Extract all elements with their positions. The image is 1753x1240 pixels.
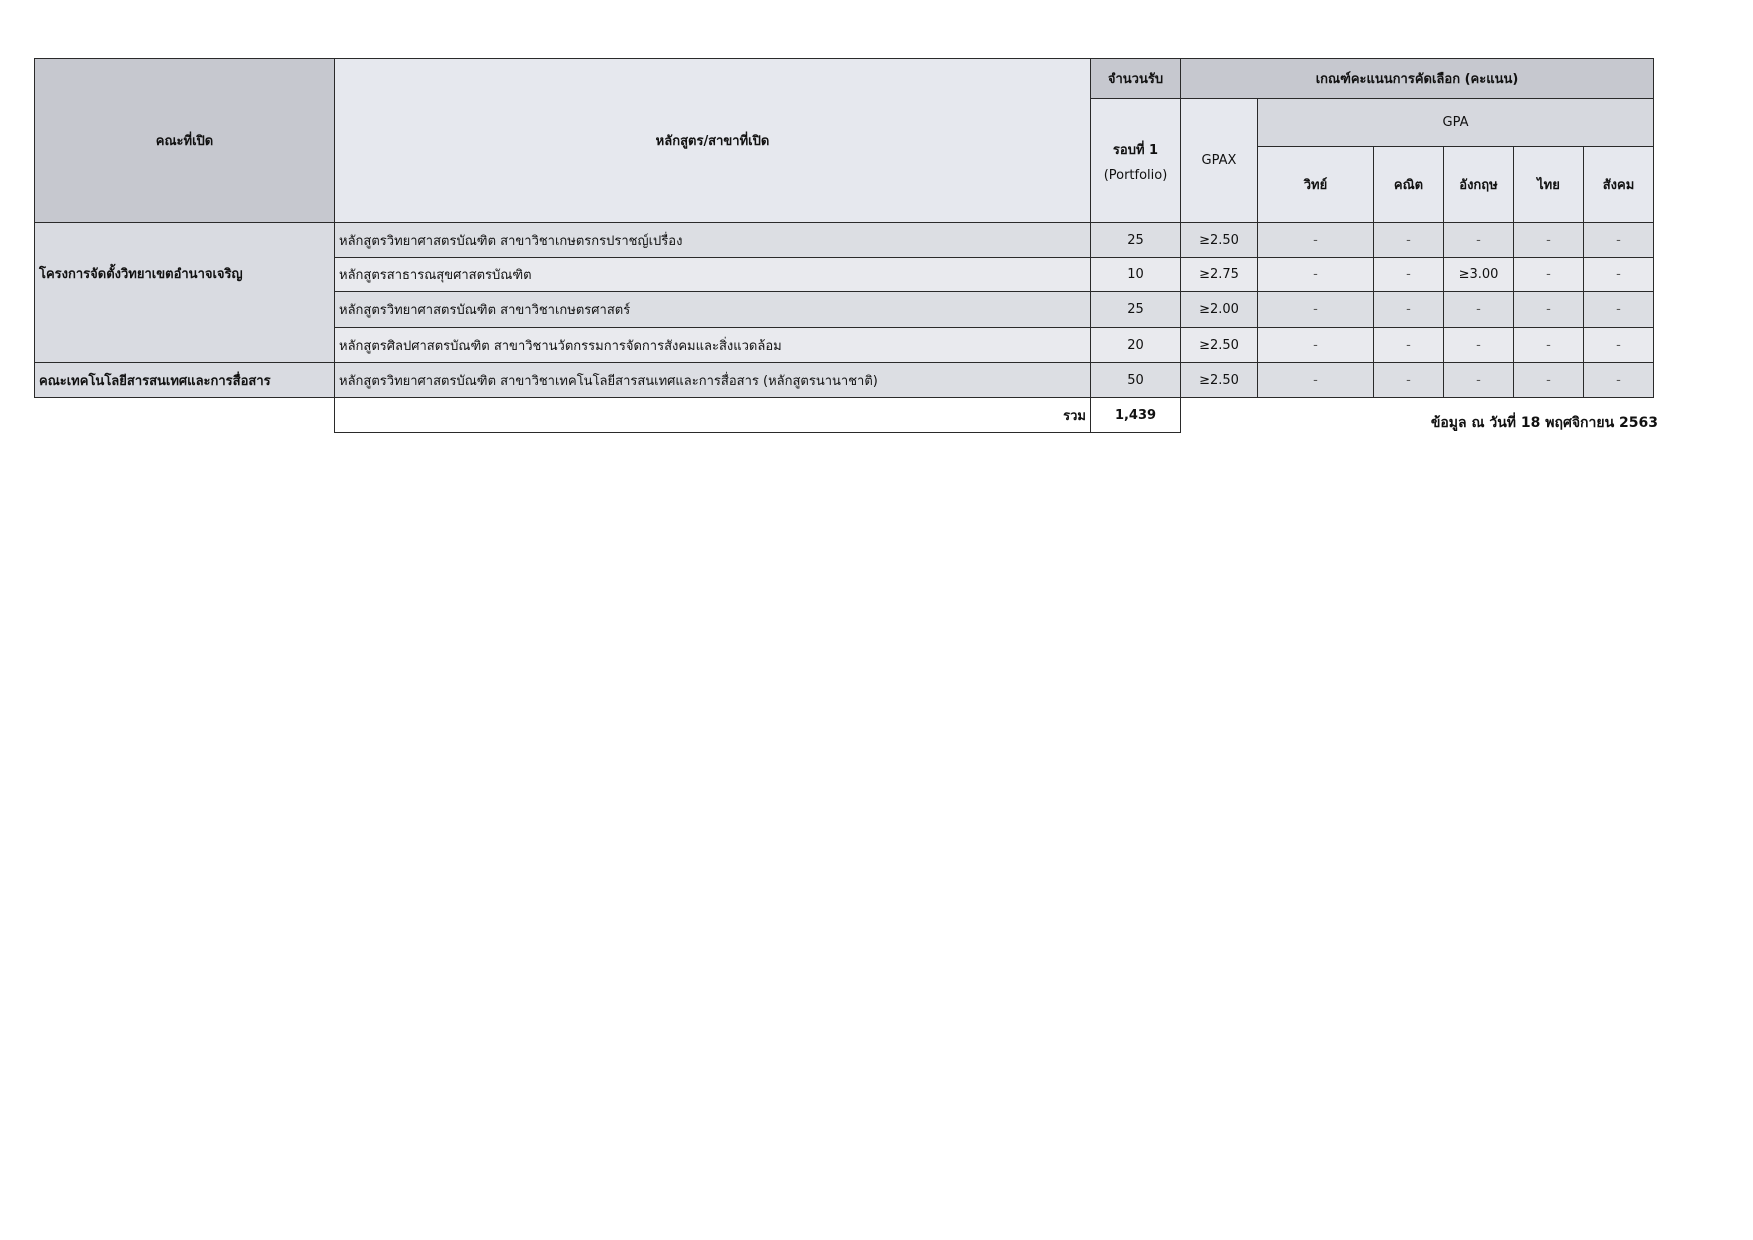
gpax-cell: ≥2.50	[1181, 363, 1258, 398]
program-cell: หลักสูตรวิทยาศาสตรบัณฑิต สาขาวิชาเกษตรศาสตร์	[335, 292, 1091, 328]
seats-cell: 50	[1091, 363, 1181, 398]
round-header	[1091, 99, 1181, 223]
gpa-thai-cell: -	[1514, 328, 1584, 363]
gpa-english-cell: ≥3.00	[1444, 258, 1514, 292]
gpa-math-cell: -	[1374, 258, 1444, 292]
gpax-cell: ≥2.00	[1181, 292, 1258, 328]
table-row	[35, 223, 1654, 258]
table-row	[35, 363, 1654, 398]
gpa-english-cell: -	[1444, 328, 1514, 363]
subject-header-math: คณิต	[1374, 147, 1444, 223]
gpa-math-cell: -	[1374, 292, 1444, 328]
gpa-thai-cell: -	[1514, 292, 1584, 328]
gpa-english-cell: -	[1444, 363, 1514, 398]
subject-header-english: อังกฤษ	[1444, 147, 1514, 223]
gpa-social-cell: -	[1584, 223, 1654, 258]
gpa-social-cell: -	[1584, 328, 1654, 363]
gpax-cell: ≥2.75	[1181, 258, 1258, 292]
program-header: หลักสูตร/สาขาที่เปิด	[335, 59, 1091, 223]
seats-cell: 25	[1091, 292, 1181, 328]
total-spacer	[35, 398, 335, 433]
program-cell: หลักสูตรวิทยาศาสตรบัณฑิต สาขาวิชาเทคโนโลยีสารสนเทศและการสื่อสาร (หลักสูตรนานาชาติ)	[335, 363, 1091, 398]
gpa-math-cell: -	[1374, 328, 1444, 363]
gpa-science-cell: -	[1258, 258, 1374, 292]
round-sub-label: (Portfolio)	[1103, 167, 1168, 183]
admission-sheet	[34, 58, 1654, 433]
seats-cell: 10	[1091, 258, 1181, 292]
gpa-header: GPA	[1258, 99, 1654, 147]
gpa-english-cell: -	[1444, 292, 1514, 328]
gpa-math-cell: -	[1374, 223, 1444, 258]
criteria-header: เกณฑ์คะแนนการคัดเลือก (คะแนน)	[1181, 59, 1654, 99]
gpa-science-cell: -	[1258, 328, 1374, 363]
subject-header-thai: ไทย	[1514, 147, 1584, 223]
gpa-science-cell: -	[1258, 363, 1374, 398]
faculty-cell-amnatcharoen: โครงการจัดตั้งวิทยาเขตอำนาจเจริญ	[35, 223, 335, 363]
seats-header: จำนวนรับ	[1091, 59, 1181, 99]
gpax-header: GPAX	[1181, 99, 1258, 223]
faculty-header: คณะที่เปิด	[35, 59, 335, 223]
data-date-note: ข้อมูล ณ วันที่ 18 พฤศจิกายน 2563	[1430, 415, 1658, 431]
total-value: 1,439	[1091, 398, 1181, 433]
seats-cell: 25	[1091, 223, 1181, 258]
gpa-math-cell: -	[1374, 363, 1444, 398]
gpa-thai-cell: -	[1514, 223, 1584, 258]
admission-table	[34, 58, 1654, 433]
seats-cell: 20	[1091, 328, 1181, 363]
gpa-science-cell: -	[1258, 223, 1374, 258]
total-label: รวม	[335, 398, 1091, 433]
total-row	[35, 398, 1654, 433]
gpa-thai-cell: -	[1514, 363, 1584, 398]
round-label: รอบที่ 1	[1112, 142, 1159, 158]
gpa-thai-cell: -	[1514, 258, 1584, 292]
program-cell: หลักสูตรสาธารณสุขศาสตรบัณฑิต	[335, 258, 1091, 292]
program-cell: หลักสูตรศิลปศาสตรบัณฑิต สาขาวิชานวัตกรรมการจัดการสังคมและสิ่งแวดล้อม	[335, 328, 1091, 363]
program-cell: หลักสูตรวิทยาศาสตรบัณฑิต สาขาวิชาเกษตรกรปราชญ์เปรื่อง	[335, 223, 1091, 258]
gpax-cell: ≥2.50	[1181, 223, 1258, 258]
faculty-cell-ict: คณะเทคโนโลยีสารสนเทศและการสื่อสาร	[35, 363, 335, 398]
gpa-social-cell: -	[1584, 292, 1654, 328]
gpa-social-cell: -	[1584, 363, 1654, 398]
subject-header-science: วิทย์	[1258, 147, 1374, 223]
gpax-cell: ≥2.50	[1181, 328, 1258, 363]
gpa-social-cell: -	[1584, 258, 1654, 292]
gpa-english-cell: -	[1444, 223, 1514, 258]
gpa-science-cell: -	[1258, 292, 1374, 328]
subject-header-social: สังคม	[1584, 147, 1654, 223]
